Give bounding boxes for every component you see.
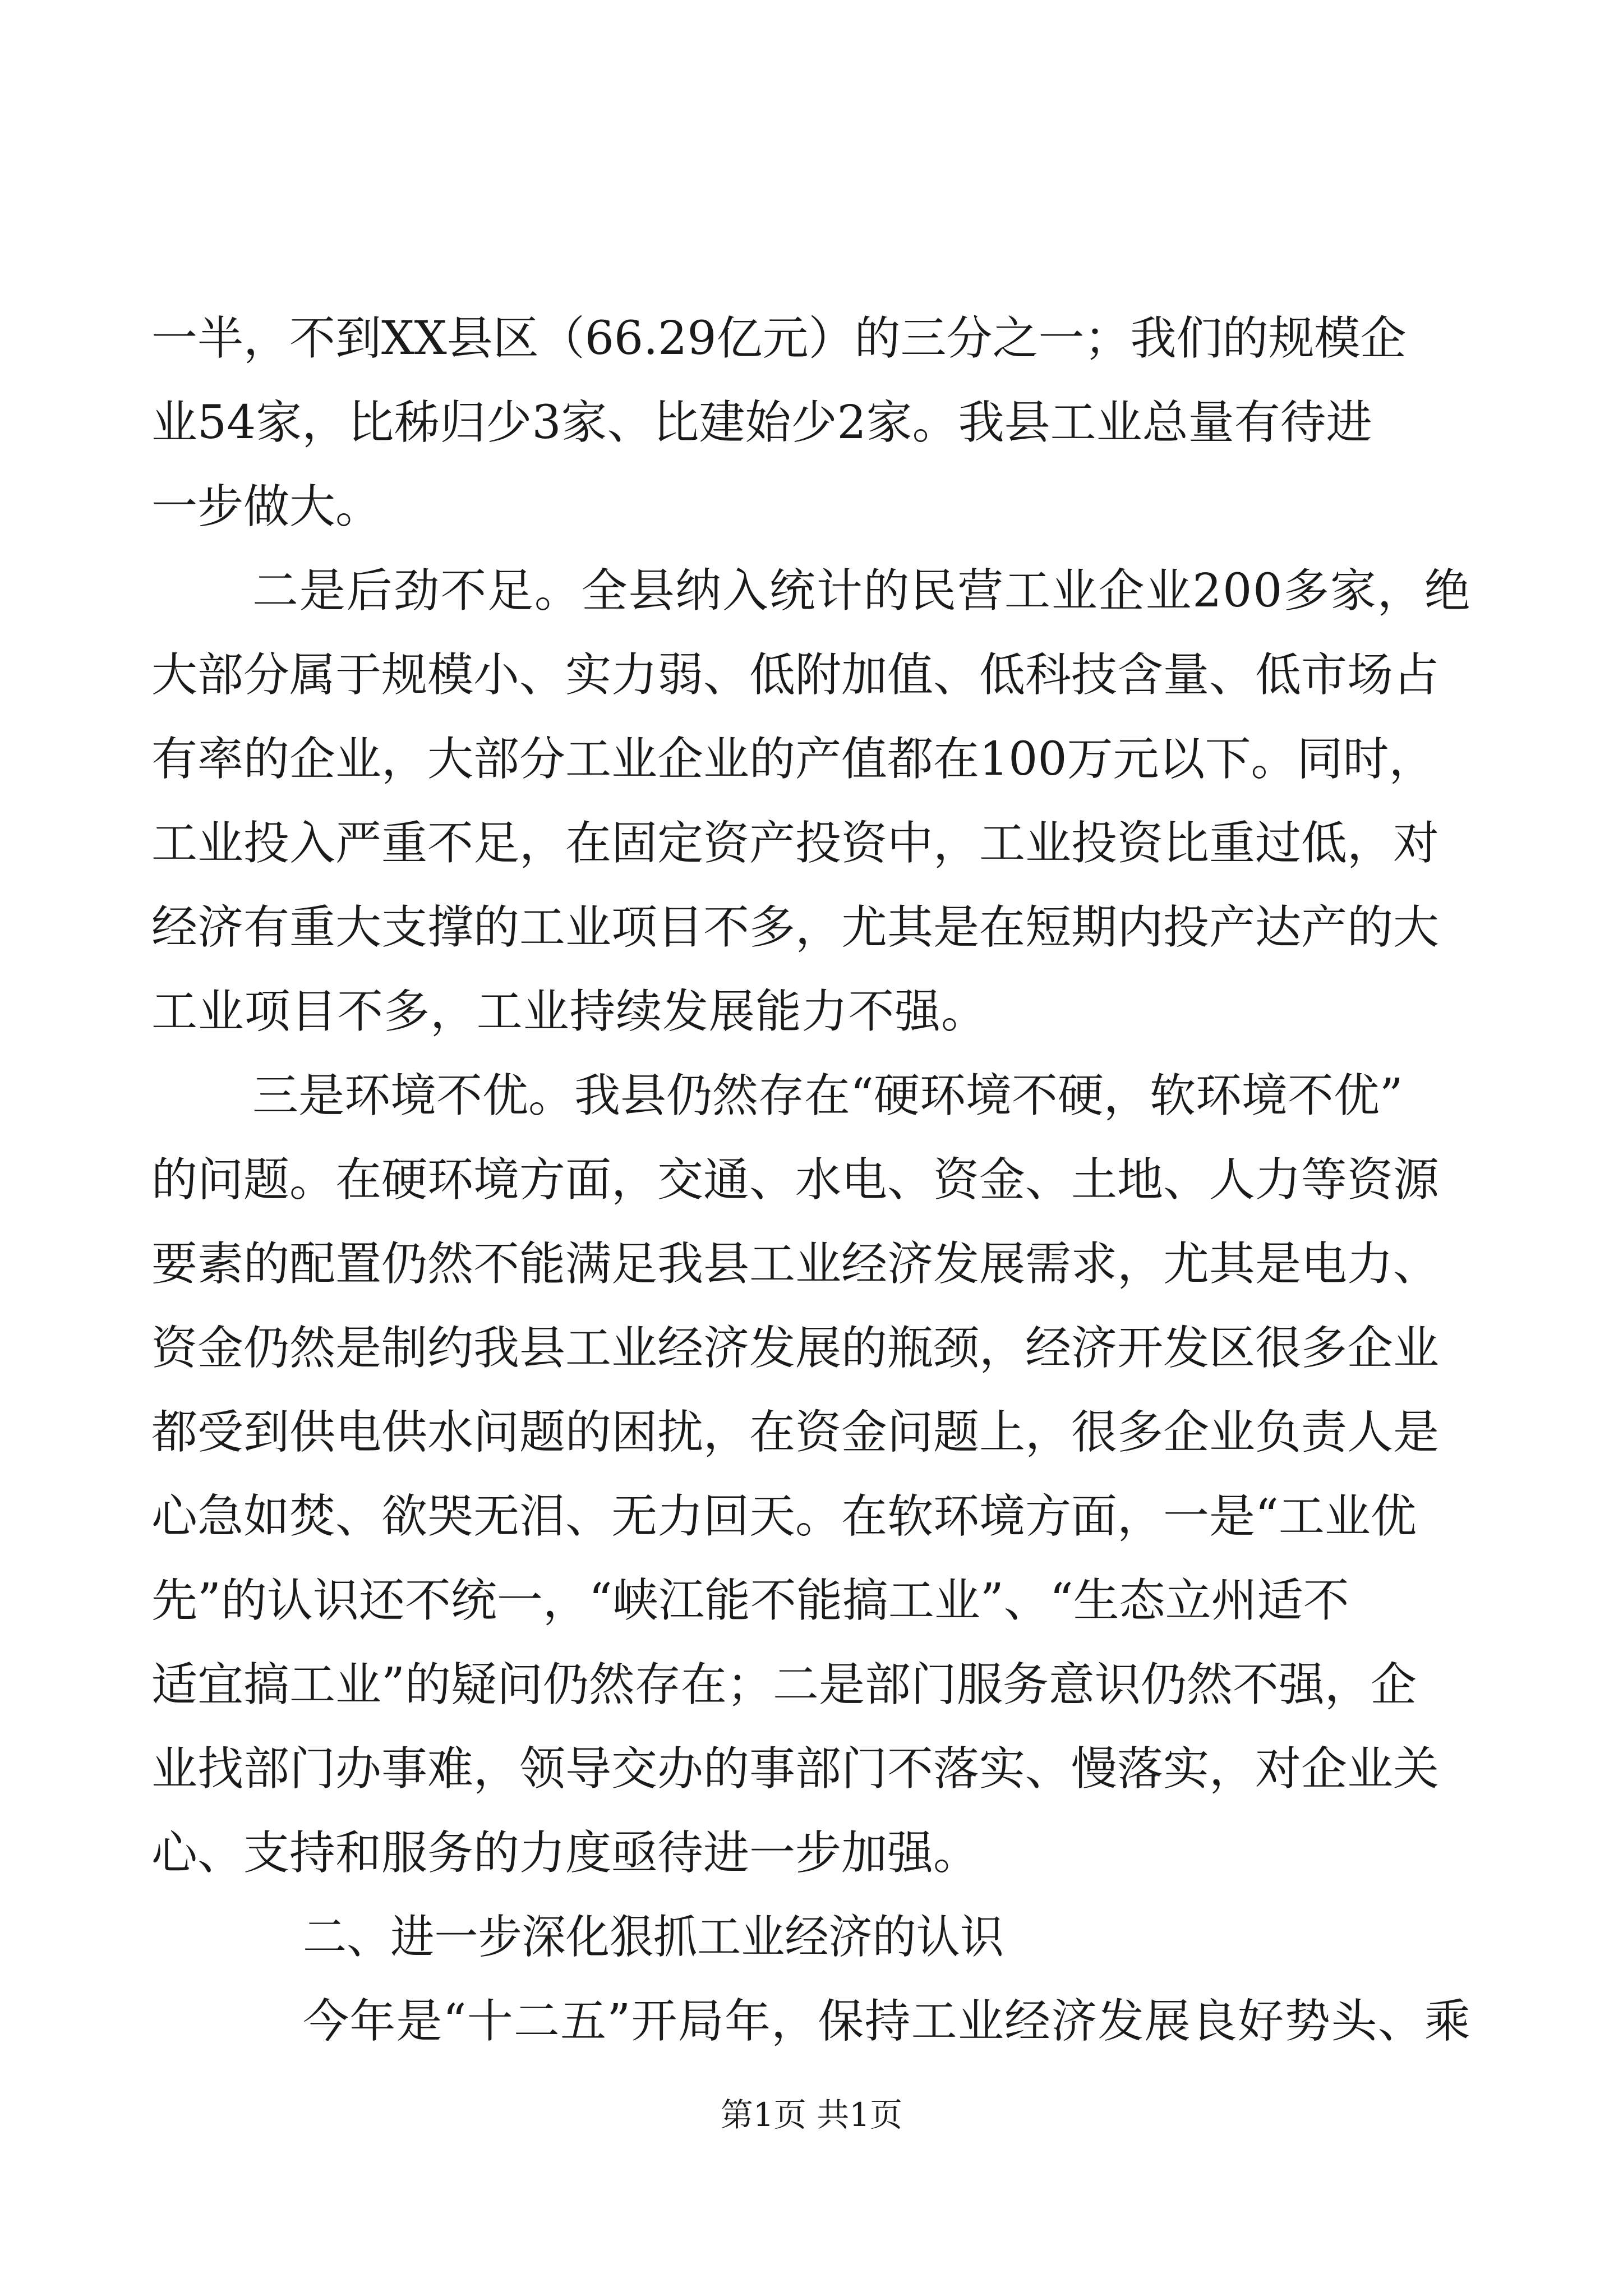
paragraph-line-text: 工业投入严重不足，在固定资产投资中，工业投资比重过低，对: [151, 817, 1440, 870]
paragraph-line: [0, 1062, 1623, 1130]
paragraph-line: [0, 1736, 1623, 1803]
paragraph-line: [0, 894, 1623, 961]
paragraph-line-text: 一半，不到XX县区（66.29亿元）的三分之一；我们的规模企: [151, 312, 1407, 365]
paragraph-line-text: 二是后劲不足。全县纳入统计的民营工业企业200多家，绝: [252, 564, 1472, 618]
paragraph-line-text: 今年是“十二五”开局年，保持工业经济发展良好势头、乘: [303, 1995, 1472, 2048]
paragraph-line-text: 业54家，比秭归少3家、比建始少2家。我县工业总量有待进: [151, 396, 1372, 449]
paragraph-line-text: 都受到供电供水问题的困扰，在资金问题上，很多企业负责人是: [151, 1406, 1440, 1459]
paragraph-line: [0, 389, 1623, 457]
paragraph-line: [0, 1399, 1623, 1466]
paragraph-line-text: 业找部门办事难，领导交办的事部门不落实、慢落实，对企业关: [151, 1742, 1440, 1796]
section-heading: [0, 1904, 1623, 1971]
paragraph-line: [0, 726, 1623, 793]
paragraph-line-text: 先”的认识还不统一，“峡江能不能搞工业”、“生态立州适不: [151, 1574, 1349, 1627]
paragraph-line-text: 适宜搞工业”的疑问仍然存在；二是部门服务意识仍然不强，企: [151, 1658, 1417, 1711]
page-footer: 第1页 共1页: [720, 2096, 903, 2134]
paragraph-line-text: 资金仍然是制约我县工业经济发展的瓶颈，经济开发区很多企业: [151, 1322, 1440, 1375]
paragraph-line: [0, 1147, 1623, 1214]
paragraph-line: [0, 1315, 1623, 1382]
paragraph-line-text: 的问题。在硬环境方面，交通、水电、资金、土地、人力等资源: [151, 1153, 1440, 1207]
paragraph-line: [0, 978, 1623, 1046]
paragraph-line: [0, 305, 1623, 372]
paragraph-line-text: 三是环境不优。我县仍然存在“硬环境不硬，软环境不优”: [252, 1069, 1403, 1122]
section-heading-text: 二、进一步深化狠抓工业经济的认识: [303, 1911, 1004, 1964]
paragraph-line: [0, 1820, 1623, 1887]
paragraph-line-text: 有率的企业，大部分工业企业的产值都在100万元以下。同时，: [151, 733, 1435, 786]
paragraph-line-text: 要素的配置仍然不能满足我县工业经济发展需求，尤其是电力、: [151, 1237, 1440, 1291]
paragraph-line: [0, 1567, 1623, 1635]
paragraph-line: [0, 1483, 1623, 1550]
paragraph-line: [0, 1651, 1623, 1719]
paragraph-line-text: 心、支持和服务的力度亟待进一步加强。: [151, 1826, 980, 1880]
paragraph-line: [0, 1231, 1623, 1298]
paragraph-line: [0, 558, 1623, 625]
paragraph-line: [0, 1988, 1623, 2055]
paragraph-line: [0, 473, 1623, 541]
paragraph-line: [0, 810, 1623, 877]
paragraph-line-text: 大部分属于规模小、实力弱、低附加值、低科技含量、低市场占: [151, 648, 1440, 702]
paragraph-line-text: 工业项目不多，工业持续发展能力不强。: [151, 985, 988, 1038]
paragraph-line-text: 心急如焚、欲哭无泪、无力回天。在软环境方面，一是“工业优: [151, 1490, 1417, 1543]
paragraph-line: [0, 642, 1623, 709]
paragraph-line-text: 经济有重大支撑的工业项目不多，尤其是在短期内投产达产的大: [151, 901, 1440, 954]
paragraph-line-text: 一步做大。: [151, 480, 382, 533]
